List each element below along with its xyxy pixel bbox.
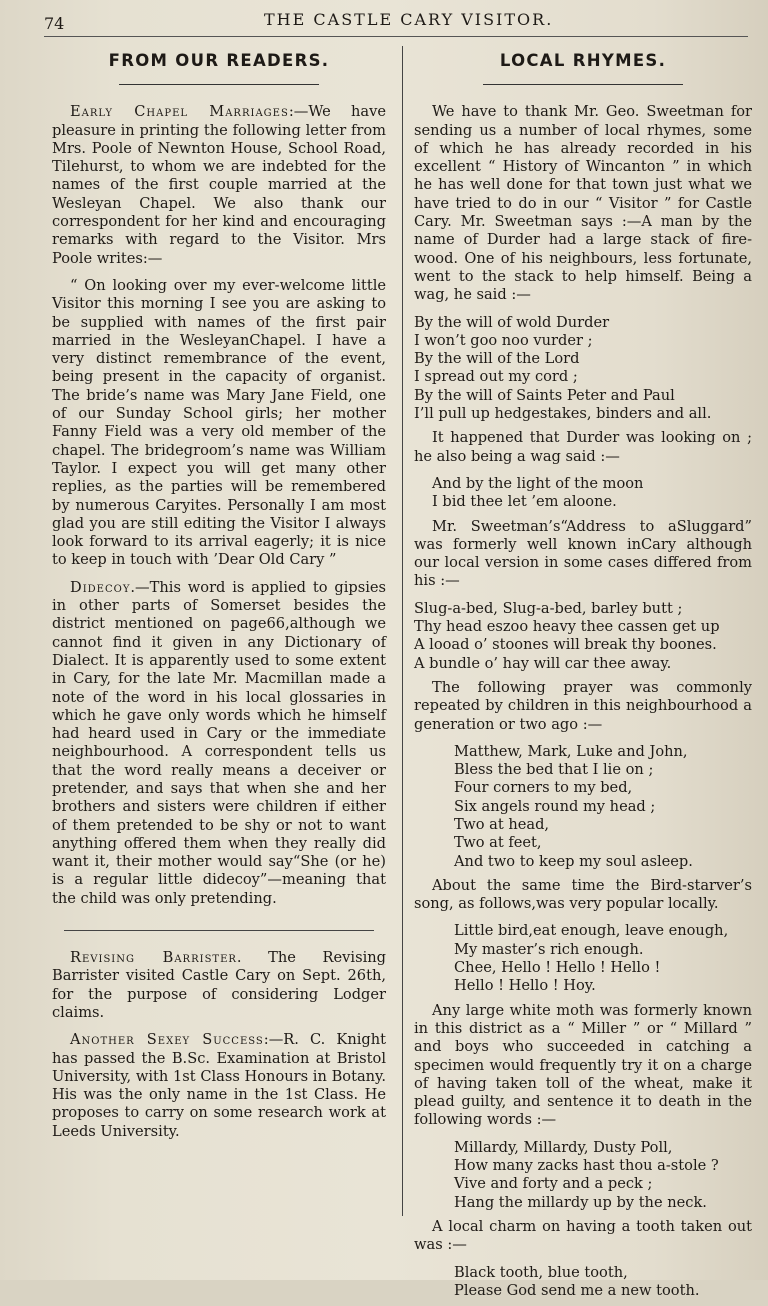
didecoy-text: .—This word is applied to gipsies in other parts of Somerset besides the district mentioned on page66,although we cannot find it given in any Dictionary of Dialect. It is apparently used to some extent in Cary, for the late Mr. Macmillan made a note of the word in his local glossaries in which he gave only words which he himself had heard used in Cary or the immediate neighbourhood. A correspondent tells us that the word really means a deceiver or pretender, and says that when she and her brothers and sisters were children if either of them pretended to be shy or not to want anything offered them when they really did want it, their mother would say“She (or he) is a regular little didecoy”—meaning that the child was only pretending. <box>52 578 386 907</box>
marriages-text: :—We have pleasure in printing the following letter from Mrs. Poole of Newnton House, School Road, Tilehurst, to whom we are indebted for the names of the first couple married at the Wesleyan Chapel. We also thank our correspondent for her kind and encouraging remarks with regard to the Visitor. Mrs Poole writes:— <box>52 103 386 267</box>
verse-line: I bid thee let ’em aloone. <box>432 493 617 511</box>
prayer-intro: The following prayer was commonly repeated by children in this neighbourhood a generation or two ago :— <box>414 678 752 733</box>
verse-line: Four corners to my bed, <box>454 779 633 797</box>
rhyme-prayer <box>414 743 752 871</box>
page-header <box>0 4 768 34</box>
barrister-paragraph <box>52 949 386 1022</box>
verse-line: And by the light of the moon <box>432 474 644 492</box>
header-rule <box>44 36 748 37</box>
verse-line: Thy head eszoo heavy thee cassen get up <box>414 618 720 636</box>
sluggard-intro: Mr. Sweetman’s“Address to aSluggard” was formerly well known inCary although our local version in some cases differed from his :— <box>414 517 752 590</box>
success-paragraph <box>52 1031 386 1141</box>
verse-line: I’ll pull up hedgestakes, binders and all. <box>414 405 712 423</box>
verse-line: Hello ! Hello ! Hoy. <box>454 977 596 995</box>
left-column <box>52 48 386 1150</box>
title-rule <box>119 84 319 85</box>
verse-line: Vive and forty and a peck ; <box>454 1175 653 1193</box>
moth-intro: Any large white moth was formerly known in this district as a “ Miller ” or “ Millard ” and boys who succeeded in catching a specimen would frequently try it on a charge of having taken toll of the wheat, make it plead guilty, and sentence it to death in the following words :— <box>414 1001 752 1129</box>
rhyme-sluggard <box>414 600 752 673</box>
column-divider <box>402 46 403 1216</box>
verse-line: I won’t goo noo vurder ; <box>414 331 593 349</box>
durder-reply: It happened that Durder was looking on ; he also being a wag said :— <box>414 429 752 465</box>
verse-line: My master’s rich enough. <box>454 940 644 958</box>
verse-line: Hang the millardy up by the neck. <box>454 1193 707 1211</box>
verse-line: A looad o’ stoones will break thy boones. <box>414 636 717 654</box>
success-heading: Another Sexey Success <box>70 1031 264 1049</box>
title-rule <box>483 84 683 85</box>
verse-line: By the will of wold Durder <box>414 313 610 331</box>
verse-line: Six angels round my head ; <box>454 797 656 815</box>
verse-line: By the will of the Lord <box>414 350 580 368</box>
rhyme-birdstarver <box>414 922 752 995</box>
verse-line: Little bird,eat enough, leave enough, <box>454 922 729 940</box>
running-title: THE CASTLE CARY VISITOR. <box>264 10 554 29</box>
success-text: :—R. C. Knight has passed the B.Sc. Examination at Bristol University, with 1st Class Honours in Botany. His was the only name in the 1st Class. He proposes to carry on some research work at Leeds University. <box>52 1031 387 1140</box>
verse-line: Two at head, <box>454 815 550 833</box>
birdstarver-intro: About the same time the Bird-starver’s song, as follows,was very popular locally. <box>414 876 752 913</box>
section-title-readers: FROM OUR READERS. <box>108 51 330 70</box>
letter-paragraph: “ On looking over my ever-welcome little Visitor this morning I see you are asking to be supplied with names of the first pair married in the WesleyanChapel. I have a very distinct remembrance of the event, being present in the capacity of organist. The bride’s name was Mary Jane Field, one of our Sunday School girls; her mother Fanny Field was a very old member of the chapel. The bridegroom’s name was William Taylor. I expect you will get many other replies, as the parties will be remembered by numerous Caryites. Personally I am most glad you are still editing the Visitor I always look forward to its arrival eagerly; it is nice to keep in touch with ’Dear Old Cary ” <box>52 276 386 569</box>
section-separator <box>64 930 374 931</box>
verse-line: By the will of Saints Peter and Paul <box>414 386 675 404</box>
rhyme-millardy <box>414 1139 752 1212</box>
verse-line: A bundle o’ hay will car thee away. <box>414 654 672 672</box>
page-number: 74 <box>44 14 65 33</box>
rhymes-intro: We have to thank Mr. Geo. Sweetman for sending us a number of local rhymes, some of which he has already recorded in his excellent “ History of Wincanton ” in which he has well done for that town just what we have tried to do in our “ Visitor ” for Castle Cary. Mr. Sweetman says :—A man by the name of Durder had a large stack of fire-wood. One of his neighbours, less fortunate, went to the stack to help himself. Being a wag, he said :— <box>414 103 752 304</box>
verse-line: How many zacks hast thou a-stole ? <box>454 1157 719 1175</box>
rhyme-moon <box>414 475 752 512</box>
verse-line: I spread out my cord ; <box>414 368 578 386</box>
verse-line: Bless the bed that I lie on ; <box>454 761 654 779</box>
verse-line: Slug-a-bed, Slug-a-bed, barley butt ; <box>414 599 683 617</box>
verse-line: Please God send me a new tooth. <box>454 1281 700 1299</box>
verse-line: Matthew, Mark, Luke and John, <box>454 742 688 760</box>
verse-line: Chee, Hello ! Hello ! Hello ! <box>454 959 661 977</box>
verse-line: Two at feet, <box>454 834 542 852</box>
didecoy-heading: Didecoy <box>70 578 131 596</box>
rhyme-durder <box>414 314 752 424</box>
barrister-heading: Revising Barrister <box>70 949 237 967</box>
verse-line: Millardy, Millardy, Dusty Poll, <box>454 1138 673 1156</box>
didecoy-paragraph <box>52 579 386 908</box>
section-title-rhymes: LOCAL RHYMES. <box>499 51 667 70</box>
verse-line: Black tooth, blue tooth, <box>454 1263 628 1281</box>
barrister-text: . The Revising Barrister visited Castle Cary on Sept. 26th, for the purpose of considering Lodger claims. <box>52 949 386 1021</box>
marriages-paragraph <box>52 103 386 268</box>
charm-intro: A local charm on having a tooth taken out was :— <box>414 1217 752 1254</box>
right-column <box>414 48 752 1306</box>
rhyme-tooth <box>414 1264 752 1301</box>
marriages-heading: Early Chapel Marriages <box>70 103 289 121</box>
verse-line: And two to keep my soul asleep. <box>454 852 693 870</box>
